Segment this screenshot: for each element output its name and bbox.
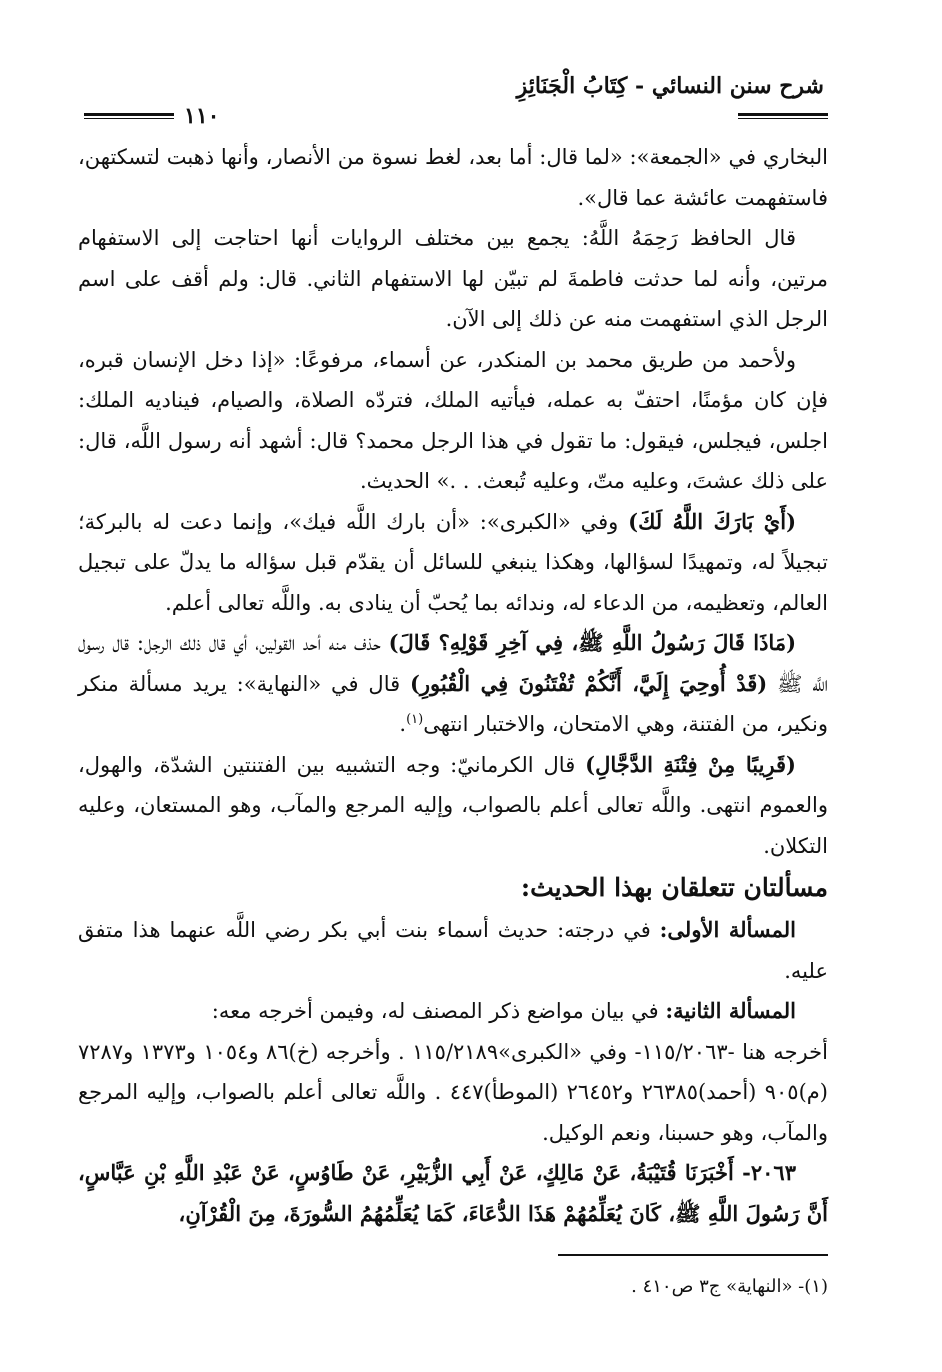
footnote-divider bbox=[558, 1254, 828, 1256]
commentary-paragraph bbox=[78, 623, 828, 745]
commentary-paragraph bbox=[78, 502, 828, 624]
issue-label: المسألة الثانية: bbox=[665, 998, 796, 1023]
issue-text: في درجته: حديث أسماء بنت أبي بكر رضي اللَّه عنهما هذا متفق عليه. bbox=[78, 918, 828, 983]
paragraph: ولأحمد من طريق محمد بن المنكدر، عن أسماء، مرفوعًا: «إذا دخل الإنسان قبره، فإن كان مؤمنًا، احتفّ به عمله، فيأتيه الملك، فتردّه الصلاة، والصيام، فيناديه الملك: اجلس، فيجلس، فيقول: ما تقول في هذا الرجل محمد؟ قال: أشهد أنه رسول اللَّه، قال: على ذلك عشتَ، وعليه متّ، وعليه تُبعث. . .» الحديث. bbox=[78, 347, 828, 493]
issue-label: المسألة الأولى: bbox=[659, 917, 796, 942]
paragraph: قال الحافظ رَحِمَهُ اللَّهُ: يجمع بين مختلف الروايات أنها احتاجت إلى الاستفهام مرتين، وأنه لما حدثت فاطمةَ لم تبيّن لها الاستفهام الثاني. قال: ولم أقف على اسم الرجل الذي استفهمت منه عن ذلك إلى الآن. bbox=[78, 226, 828, 331]
paragraph: البخاري في «الجمعة»: «لما قال: أما بعد، لغط نسوة من الأنصار، وأنها ذهبت لتسكتهن، فاستفهمت عائشة عما قال». bbox=[78, 145, 828, 210]
commentary-paragraph bbox=[78, 745, 828, 867]
issue-paragraph bbox=[78, 910, 828, 991]
issue-paragraph bbox=[78, 991, 828, 1032]
footnote-reference[interactable]: (١) bbox=[406, 712, 424, 727]
footnote: (١)- «النهاية» ج٣ ص٤١٠ . bbox=[631, 1276, 828, 1297]
commentary-text: قال الكرمانيّ: وجه التشبيه بين الفتنتين الشدّة، والهول، والعموم انتهى. واللَّه تعالى أعلم بالصواب، وإليه المرجع والمآب، وهو المستعان، وعليه التكلان. bbox=[78, 752, 828, 858]
commentary-text: وفي «الكبرى»: «أن بارك اللَّه فيك»، وإنما دعت له بالبركة؛ تبجيلاً له، وتمهيدًا لسؤالها، وهكذا ينبغي للسائل أن يقدّم قبل سؤاله ما يدلّ على تبجيل العالم، وتعظيمه، من الدعاء له، وندائه بما يُحبّ أن ينادى به. واللَّه تعالى أعلم. bbox=[78, 509, 828, 615]
hadith-text: ٢٠٦٣- أَخْبَرَنَا قُتَيْبَةُ، عَنْ مَالِكٍ، عَنْ أَبِي الزُّبَيْرِ، عَنْ طَاوُسٍ، عَنْ عَبْدِ اللَّهِ بْنِ عَبَّاسٍ، أَنَّ رَسُولَ اللَّهِ ﷺ، كَانَ يُعَلِّمُهُمْ هَذَا الدُّعَاءَ، كَمَا يُعَلِّمُهُمُ السُّورَةَ، مِنَ الْقُرْآنِ، bbox=[78, 1160, 828, 1226]
takhrij-paragraph: أخرجه هنا -١١٥/٢٠٦٣- وفي «الكبرى»١١٥/٢١٨٩ . وأخرجه (خ)٨٦ و١٠٥٤ و١٣٧٣ و٧٢٨٧ (م)٩٠٥ (أحمد)٢٦٣٨٥ و٢٦٤٥٢ (الموطأ)٤٤٧ . واللَّه تعالى أعلم بالصواب، وإليه المرجع والمآب، وهو حسبنا، ونعم الوكيل. bbox=[78, 1039, 828, 1145]
book-page bbox=[78, 55, 828, 1355]
page-number: ١١٠ bbox=[184, 103, 220, 129]
book-title: شرح سنن النسائي - كِتَابُ الْجَنَائِزِ bbox=[516, 73, 824, 99]
matn-quote: (قَرِيبًا مِنْ فِتْنَةِ الدَّجَّالِ) bbox=[585, 751, 796, 777]
header-rule bbox=[78, 101, 828, 131]
matn-quote: (مَاذَا قَالَ رَسُولُ اللَّهِ ﷺ، فِي آخِرِ قَوْلِهِ؟ قَالَ) bbox=[388, 630, 797, 655]
matn-quote: (أَيْ بَارَكَ اللَّهُ لَكَ) bbox=[628, 508, 797, 534]
commentary-text: قال في «النهاية»: يريد مسألة منكر ونكير، من الفتنة، وهي الامتحان، والاختبار انتهى bbox=[78, 671, 828, 736]
issue-text: في بيان مواضع ذكر المصنف له، وفيمن أخرجه معه: bbox=[211, 999, 666, 1023]
page-body bbox=[78, 137, 828, 1302]
header-rule-right bbox=[738, 113, 828, 119]
sentence-end: . bbox=[399, 712, 407, 736]
section-heading: مسألتان تتعلقان بهذا الحديث: bbox=[520, 873, 828, 902]
running-header bbox=[78, 55, 828, 99]
header-rule-left bbox=[84, 113, 174, 119]
commentary-text: حذف منه أحد القولين، أي قال ذلك الرجل: قال رسول اللَّه ﷺ bbox=[78, 631, 828, 696]
matn-quote: (قَدْ أُوحِيَ إِلَيَّ، أَنَّكُمْ تُفْتَنُونَ فِي الْقُبُورِ) bbox=[409, 670, 768, 696]
